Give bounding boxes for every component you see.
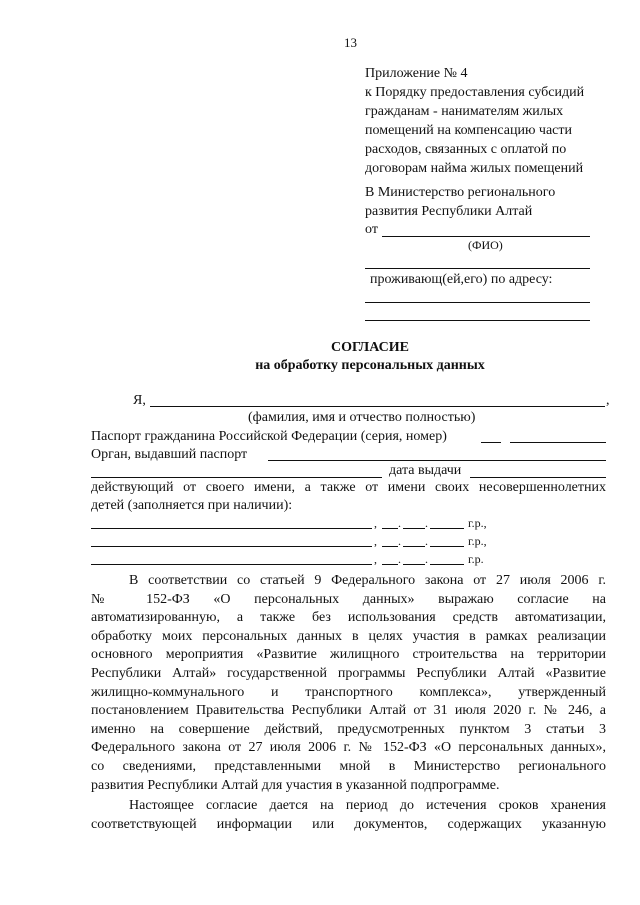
appendix-line: Приложение № 4 [365, 66, 468, 81]
name-comma: , [606, 393, 610, 408]
child-name-field[interactable] [91, 564, 372, 565]
paragraph-line: соответствующей информации или документов, содержащих указанную [91, 816, 606, 832]
child-month-field[interactable] [403, 564, 425, 565]
child-day-field[interactable] [382, 546, 398, 547]
child-birth-suffix: г.р. [468, 552, 484, 566]
child-birth-suffix: г.р., [468, 516, 487, 530]
on-behalf-text-2: детей (заполняется при наличии): [91, 498, 293, 513]
paragraph-line: основного мероприятия «Развитие жилищного строительства на территории [91, 647, 606, 663]
child-month-field[interactable] [403, 528, 425, 529]
residing-label: проживающ(ей,его) по адресу: [370, 272, 553, 287]
document-title: СОГЛАСИЕ [331, 340, 409, 355]
paragraph-line: В соответствии со статьей 9 Федерального закона от 27 июля 2006 г. [129, 573, 606, 588]
paragraph-line: Республики Алтай» государственной программы Республики Алтай «Развитие [91, 665, 606, 681]
from-fio-field[interactable] [382, 236, 590, 237]
child-birth-suffix: г.р., [468, 534, 487, 548]
child-sep: , [374, 552, 377, 566]
paragraph-line: обработку моих персональных данных в целях участия в рамках реализации [91, 628, 606, 644]
appendix-block [365, 64, 584, 178]
appendix-line: расходов, связанных с оплатой по [365, 142, 567, 157]
paragraph-line: Настоящее согласие дается на период до истечения сроков хранения [129, 798, 606, 813]
passport-number-field[interactable] [510, 442, 606, 443]
full-name-field[interactable] [150, 406, 605, 407]
on-behalf-text-1: действующий от своего имени, а также от имени своих несовершеннолетних [91, 480, 606, 495]
child-dot: . [398, 552, 401, 566]
child-year-field[interactable] [430, 546, 464, 547]
child-sep: , [374, 516, 377, 530]
address-field-2[interactable] [365, 320, 590, 321]
fio-field-2[interactable] [365, 268, 590, 269]
passport-series-field[interactable] [481, 442, 501, 443]
child-year-field[interactable] [430, 564, 464, 565]
child-name-field[interactable] [91, 528, 372, 529]
appendix-line: к Порядку предоставления субсидий [365, 85, 585, 100]
child-month-field[interactable] [403, 546, 425, 547]
child-sep: , [374, 534, 377, 548]
passport-label: Паспорт гражданина Российской Федерации (серия, номер) [91, 429, 447, 444]
from-label: от [365, 222, 378, 237]
document-subtitle: на обработку персональных данных [255, 358, 485, 373]
paragraph-line: № 152-ФЗ «О персональных данных» выражаю согласие на [91, 591, 606, 607]
paragraph-line: со сведениями, представленными мной в Министерство регионального [91, 758, 606, 774]
consent-paragraph-2 [91, 797, 606, 834]
child-day-field[interactable] [382, 564, 398, 565]
paragraph-line: автоматизированную, а также без использования средств автоматизации, [91, 610, 606, 626]
issued-by-field[interactable] [268, 460, 606, 461]
child-name-field[interactable] [91, 546, 372, 547]
child-dot: . [425, 516, 428, 530]
appendix-line: помещений на компенсацию части [365, 123, 572, 138]
issued-by-label: Орган, выдавший паспорт [91, 447, 248, 462]
page-number: 13 [344, 35, 357, 50]
paragraph-line: развития Республики Алтай для участия в указанной подпрограмме. [91, 777, 500, 793]
name-caption: (фамилия, имя и отчество полностью) [248, 410, 476, 425]
child-dot: . [425, 552, 428, 566]
address-field-1[interactable] [365, 302, 590, 303]
child-dot: . [425, 534, 428, 548]
appendix-line: договорам найма жилых помещений [365, 161, 584, 176]
addressee-line-1: В Министерство регионального [365, 185, 556, 200]
fio-caption: (ФИО) [468, 238, 503, 252]
paragraph-line: Федерального закона от 27 июля 2006 г. № 152-ФЗ «О персональных данных», [91, 740, 606, 756]
i-label: Я, [133, 393, 146, 408]
consent-paragraph-1 [91, 572, 606, 795]
paragraph-line: постановлением Правительства Республики Алтай от 31 июля 2020 г. № 246, а [91, 703, 606, 719]
child-dot: . [398, 516, 401, 530]
issue-date-label: дата выдачи [389, 463, 462, 478]
child-dot: . [398, 534, 401, 548]
addressee-line-2: развития Республики Алтай [365, 204, 533, 219]
paragraph-line: жилищно-коммунального и транспортного комплекса», утвержденный [91, 684, 606, 700]
child-year-field[interactable] [430, 528, 464, 529]
appendix-line: гражданам - нанимателям жилых [365, 104, 564, 119]
issue-date-field[interactable] [470, 477, 606, 478]
paragraph-line: именно на совершение действий, предусмотренных пунктом 3 статьи 3 [91, 721, 606, 737]
child-day-field[interactable] [382, 528, 398, 529]
issued-by-field-2[interactable] [91, 477, 382, 478]
